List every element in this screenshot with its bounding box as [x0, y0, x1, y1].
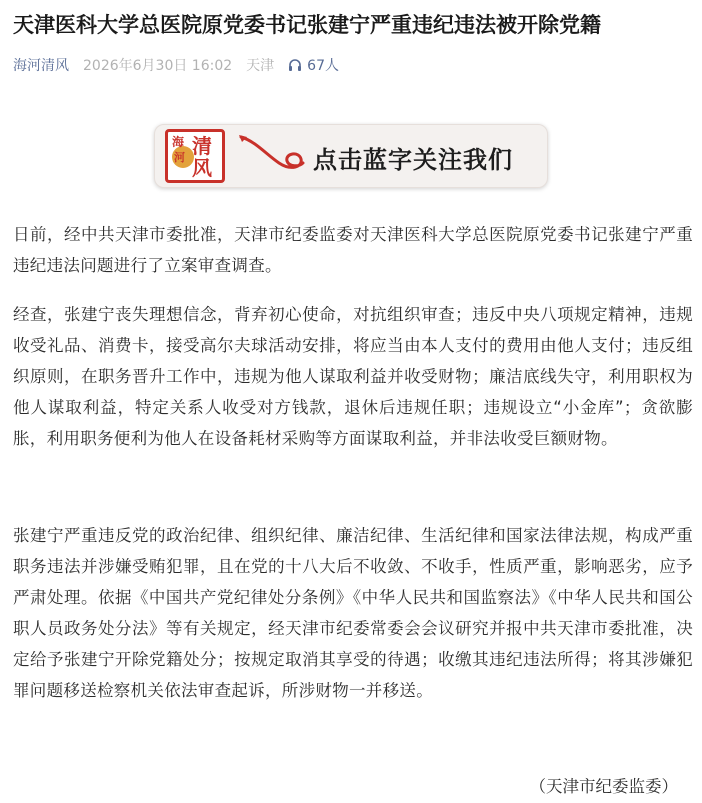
follow-banner[interactable] [154, 124, 548, 188]
article-meta [13, 54, 339, 76]
logo-char: 风 [192, 156, 212, 180]
listen-count-value: 67人 [307, 58, 339, 74]
article-paragraph: 张建宁严重违反党的政治纪律、组织纪律、廉洁纪律、生活纪律和国家法律法规，构成严重职务违法并涉嫌受贿犯罪，且在党的十八大后不收敛、不收手，性质严重，影响恶劣，应予严肃处理。依据《中国共产党纪律处分条例》《中华人民共和国监察法》《中华人民共和国公职人员政务处分法》等有关规定，经天津市纪委常委会会议研究并报中共天津市委批准，决定给予张建宁开除党籍处分；按规定取消其享受的待遇；收缴其违纪违法所得；将其涉嫌犯罪问题移送检察机关依法审查起诉，所涉财物一并移送。 [13, 526, 693, 700]
article-paragraph: 经查，张建宁丧失理想信念，背弃初心使命，对抗组织审查；违反中央八项规定精神，违规收受礼品、消费卡，接受高尔夫球活动安排，将应当由本人支付的费用由他人支付；违反组织原则，在职务晋升工作中，违规为他人谋取利益并收受财物；廉洁底线失守，利用职权为他人谋取利益，特定关系人收受对方钱款，退休后违规任职；违规设立“小金库”；贪欲膨胀，利用职务便利为他人在设备耗材采购等方面谋取利益，并非法收受巨额财物。 [13, 305, 693, 448]
swirl-icon [237, 133, 309, 177]
headphones-icon [288, 58, 302, 72]
article-paragraph: 日前，经中共天津市委批准，天津市纪委监委对天津医科大学总医院原党委书记张建宁严重违纪违法问题进行了立案审查调查。 [13, 225, 693, 275]
logo-char: 河 [174, 151, 185, 164]
article-signature: （天津市纪委监委） [529, 777, 678, 796]
logo-icon [165, 129, 225, 183]
location: 天津 [246, 58, 275, 74]
logo-char: 清 [192, 134, 212, 158]
follow-cta-text: 点击蓝字关注我们 [313, 146, 513, 174]
logo-char: 海 [172, 135, 185, 149]
article-title: 天津医科大学总医院原党委书记张建宁严重违纪违法被开除党籍 [13, 13, 601, 37]
publish-time: 2026年6月30日 16:02 [83, 58, 233, 74]
listen-count[interactable] [288, 55, 339, 75]
account-name-link[interactable]: 海河清风 [13, 58, 69, 74]
